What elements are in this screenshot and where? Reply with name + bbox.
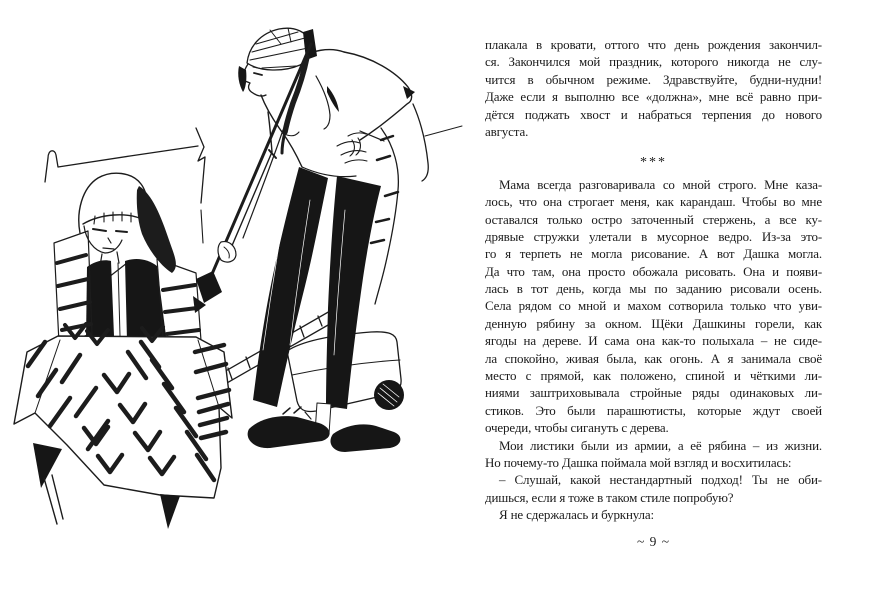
text-line: го я терпеть не могла рисование. А вот Дашка могла. [485, 246, 822, 262]
text-column [485, 36, 822, 524]
paragraph [485, 506, 822, 523]
text-line: ся. Закончился мой праздник, которого никогда не слу- [485, 54, 822, 70]
text-line: очереди, чтобы сигануть с дерева. [485, 420, 669, 436]
text-line: Да что там, она просто обожала рисовать. Она и появи- [485, 263, 822, 279]
text-line: Мои листики были из армии, а её рябина – из жизни. [499, 437, 822, 453]
text-line: денную рябину за окном. Щёки Дашкины горели, как [485, 315, 822, 331]
section-separator: *** [640, 155, 667, 171]
woman-shoe-right [330, 424, 400, 452]
text-line: ниями заштриховывала стройные ряды одинаковых ли- [485, 385, 822, 401]
woman-arm-akimbo [344, 52, 412, 140]
text-line: дётся поджать хвост и набраться терпения до нового [485, 106, 822, 122]
text-line: Я не сдержалась и буркнула: [499, 507, 654, 523]
paragraph [485, 176, 822, 437]
text-line: Но почему-то Дашка поймала мой взгляд и восхитилась: [485, 455, 792, 470]
text-line: чится в обычном режиме. Здравствуйте, будни-нудни! [485, 71, 822, 87]
text-line: августа. [485, 123, 529, 139]
girl-figure [54, 173, 202, 354]
text-line: оставался только остро заточенный стержень, а все ку- [485, 211, 822, 227]
text-line: дишься, если я тоже в таком стиле попробую? [485, 489, 734, 505]
text-line: лось, что она строгает меня, как карандаш. Чтобы во мне [485, 194, 822, 210]
text-line: лась в тот день, когда мы по заданию рисовали осень. [485, 281, 822, 297]
text-line: Села рядом со мной и махом сотворила только что уви- [485, 298, 822, 314]
text-line: место с прямой, как положено, спиной и чёткими ли- [485, 368, 822, 384]
girl-fringe [83, 215, 146, 224]
paragraph [485, 437, 822, 472]
pencil-tip [196, 271, 222, 303]
text-line: – Слушай, какой нестандартный подход! Ты не оби- [499, 472, 822, 488]
woman-hand [218, 242, 236, 262]
paragraph [485, 36, 822, 140]
text-line: плакала в кровати, оттого что день рождения закончил- [485, 37, 822, 52]
text-line: ягоды на дереве. И сама она как-то полыхала – не сиде- [485, 333, 822, 349]
text-line: дрявые стружки улетали в мусорное ведро. Из-за это- [485, 228, 822, 244]
text-line: Мама всегда разговаривала со мной строго. Мне каза- [499, 176, 822, 192]
paragraph [485, 471, 822, 506]
woman-figure [193, 28, 462, 313]
text-line: стиков. Это были парашютисты, которые ждут своей [485, 402, 822, 418]
page-number: ~ 9 ~ [636, 534, 671, 549]
text-line: Даже если я выполню все «должна», мне всё равно при- [485, 89, 822, 105]
text-line: ла спокойно, живая была, как огонь. А я занимала своё [485, 350, 822, 366]
sketch-frame [45, 128, 205, 243]
